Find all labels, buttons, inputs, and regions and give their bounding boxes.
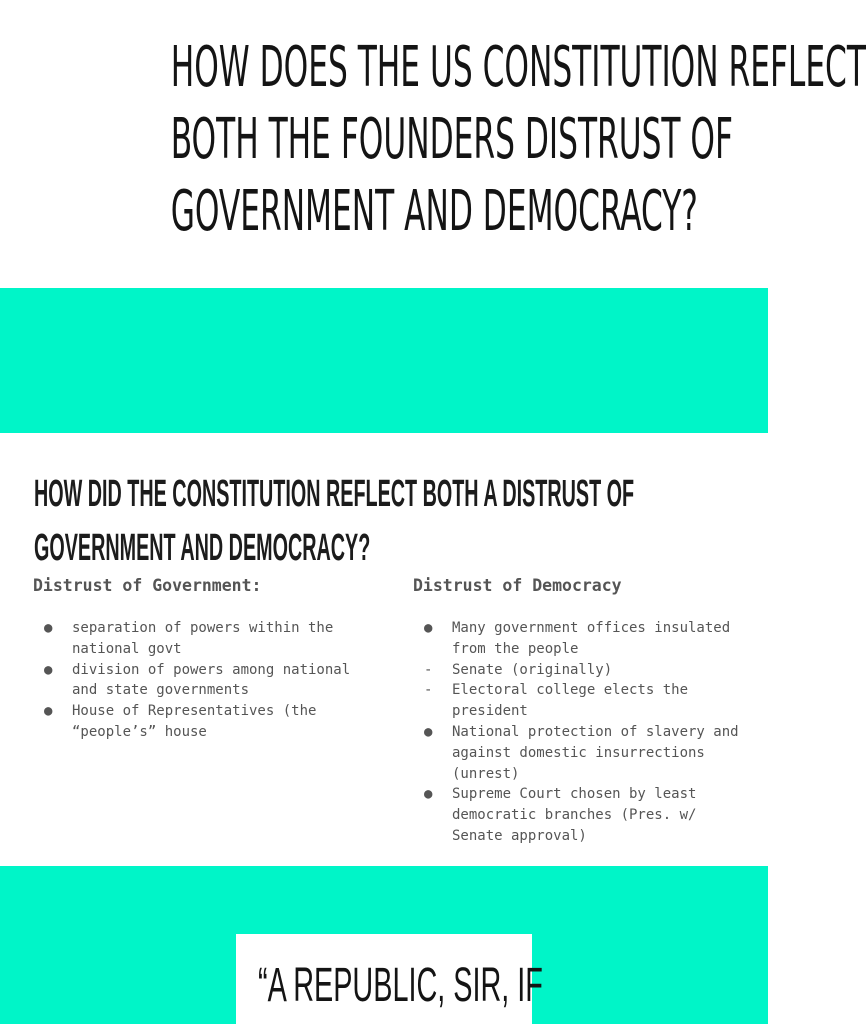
quote-box (236, 934, 543, 1024)
section-title-line-2: GOVERNMENT AND DEMOCRACY? (34, 527, 371, 569)
dash-icon: - (424, 682, 433, 699)
bullet-icon: ● (44, 661, 53, 678)
distrust-of-government-column (33, 576, 373, 743)
section-title (34, 467, 648, 575)
bullet-icon: ● (44, 703, 53, 720)
list-item (33, 701, 373, 743)
dash-icon: - (424, 661, 433, 678)
list-item (33, 660, 373, 702)
quote-text: “A REPUBLIC, SIR, IF (258, 959, 543, 1012)
list-item (413, 784, 743, 846)
main-title-line-2: BOTH THE FOUNDERS DISTRUST OF (170, 107, 733, 172)
list-item-text: House of Representatives (the “people’s” house (72, 703, 317, 740)
list-item (413, 722, 743, 784)
list-item (413, 618, 743, 660)
list-item-text: National protection of slavery and against domestic insurrections (unrest) (452, 723, 739, 782)
section-title-line-1: HOW DID THE CONSTITUTION REFLECT BOTH A DISTRUST OF (34, 473, 635, 515)
list-item-text: separation of powers within the national govt (72, 620, 334, 657)
list-item (33, 618, 373, 660)
main-title (170, 32, 866, 248)
list-item-text: Many government offices insulated from the people (452, 620, 731, 657)
bullet-icon: ● (424, 620, 433, 636)
list-item-text: division of powers among national and state governments (72, 661, 351, 699)
list-item (413, 660, 743, 681)
distrust-of-democracy-column (413, 576, 743, 847)
list-item-text: Supreme Court chosen by least democratic branches (Pres. w/ Senate approval) (452, 786, 697, 844)
accent-band (0, 288, 768, 433)
title-slide (0, 0, 866, 288)
government-list (33, 618, 373, 743)
content-slide (0, 433, 768, 865)
column-heading-democracy: Distrust of Democracy (413, 576, 622, 595)
bullet-icon: ● (44, 620, 53, 636)
bullet-icon: ● (424, 786, 433, 803)
main-title-line-3: GOVERNMENT AND DEMOCRACY? (170, 179, 698, 244)
list-item (413, 680, 743, 722)
main-title-line-1: HOW DOES THE US CONSTITUTION REFLECT (170, 35, 866, 100)
column-heading-government: Distrust of Government: (33, 576, 262, 595)
list-item-text: Senate (originally) (452, 661, 613, 678)
democracy-list (413, 618, 743, 847)
list-item-text: Electoral college elects the president (452, 682, 689, 720)
bullet-icon: ● (424, 723, 433, 740)
quote-slide (0, 866, 768, 1024)
